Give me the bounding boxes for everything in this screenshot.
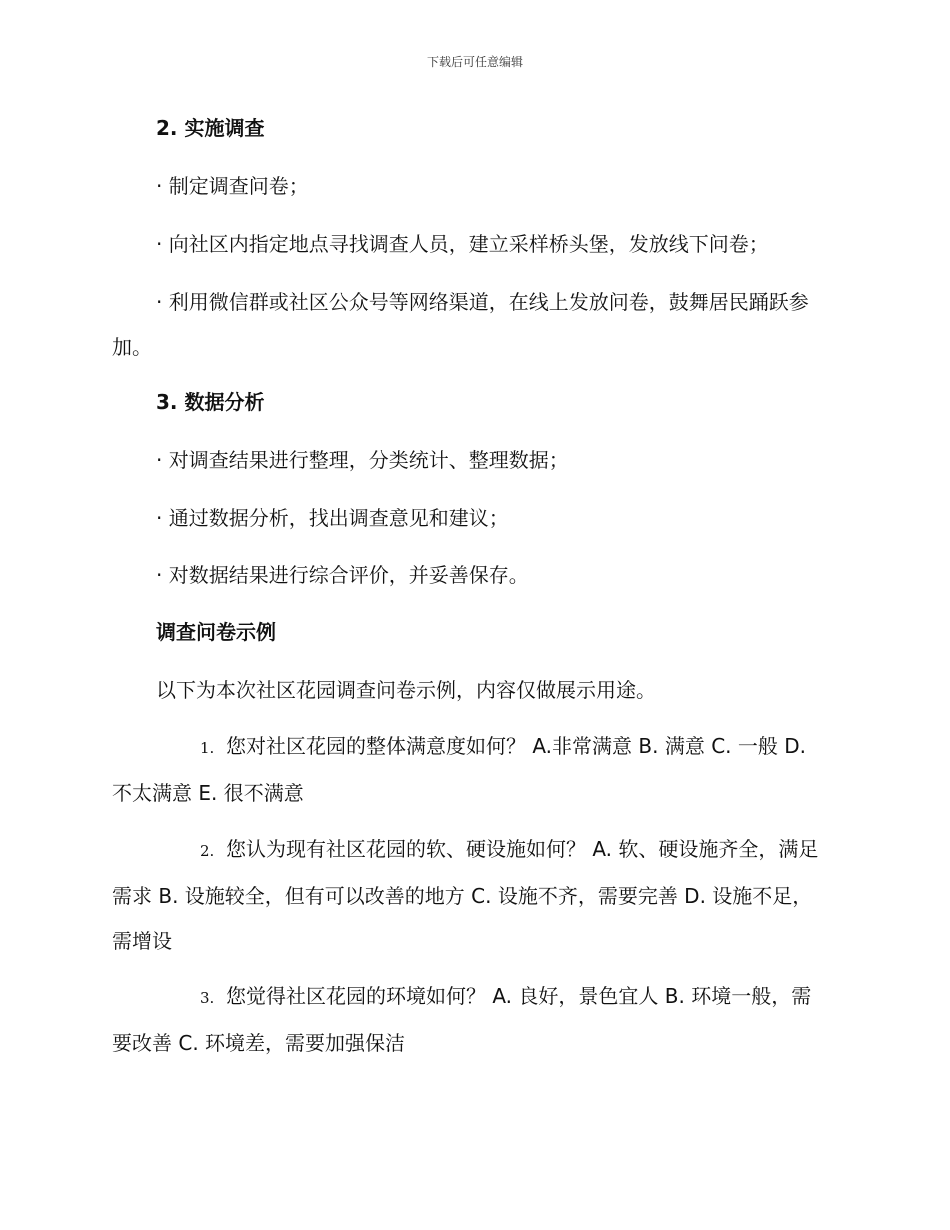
page-header: 下载后可任意编辑 <box>426 55 523 69</box>
question-item <box>112 974 824 1066</box>
question-number: 3. <box>200 989 215 1007</box>
section-2-bullet: · 向社区内指定地点寻找调查人员，建立采样桥头堡，发放线下问卷； <box>156 232 769 256</box>
section-2-bullet: · 利用微信群或社区公众号等网络渠道，在线上发放问卷，鼓舞居民踊跃参加。 <box>112 290 809 359</box>
question-text: 您认为现有社区花园的软、硬设施如何？ A. 软、硬设施齐全，满足需求 B. 设施较全，但有可以改善的地方 C. 设施不齐，需要完善 D. 设施不足，需增设 <box>112 837 819 953</box>
section-2-bullet: · 制定调查问卷； <box>156 174 309 198</box>
question-text: 您觉得社区花园的环境如何？ A. 良好，景色宜人 B. 环境一般，需要改善 C. 环境差，需要加强保洁 <box>112 984 812 1055</box>
question-number: 1. <box>200 739 215 757</box>
section-3-bullet: · 通过数据分析，找出调查意见和建议； <box>156 506 509 530</box>
section-3-bullet: · 对调查结果进行整理，分类统计、整理数据； <box>156 448 569 472</box>
question-number: 2. <box>200 842 215 860</box>
example-intro: 以下为本次社区花园调查问卷示例，内容仅做展示用途。 <box>156 678 656 702</box>
section-3-heading: 3. 数据分析 <box>156 390 265 414</box>
section-2-heading: 2. 实施调查 <box>156 116 265 140</box>
question-text: 您对社区花园的整体满意度如何？ A.非常满意 B. 满意 C. 一般 D. 不太满意 E. 很不满意 <box>112 734 806 805</box>
question-item <box>112 827 824 964</box>
question-item <box>112 724 824 816</box>
section-3-bullet: · 对数据结果进行综合评价，并妥善保存。 <box>156 563 529 587</box>
example-heading: 调查问卷示例 <box>156 620 276 644</box>
